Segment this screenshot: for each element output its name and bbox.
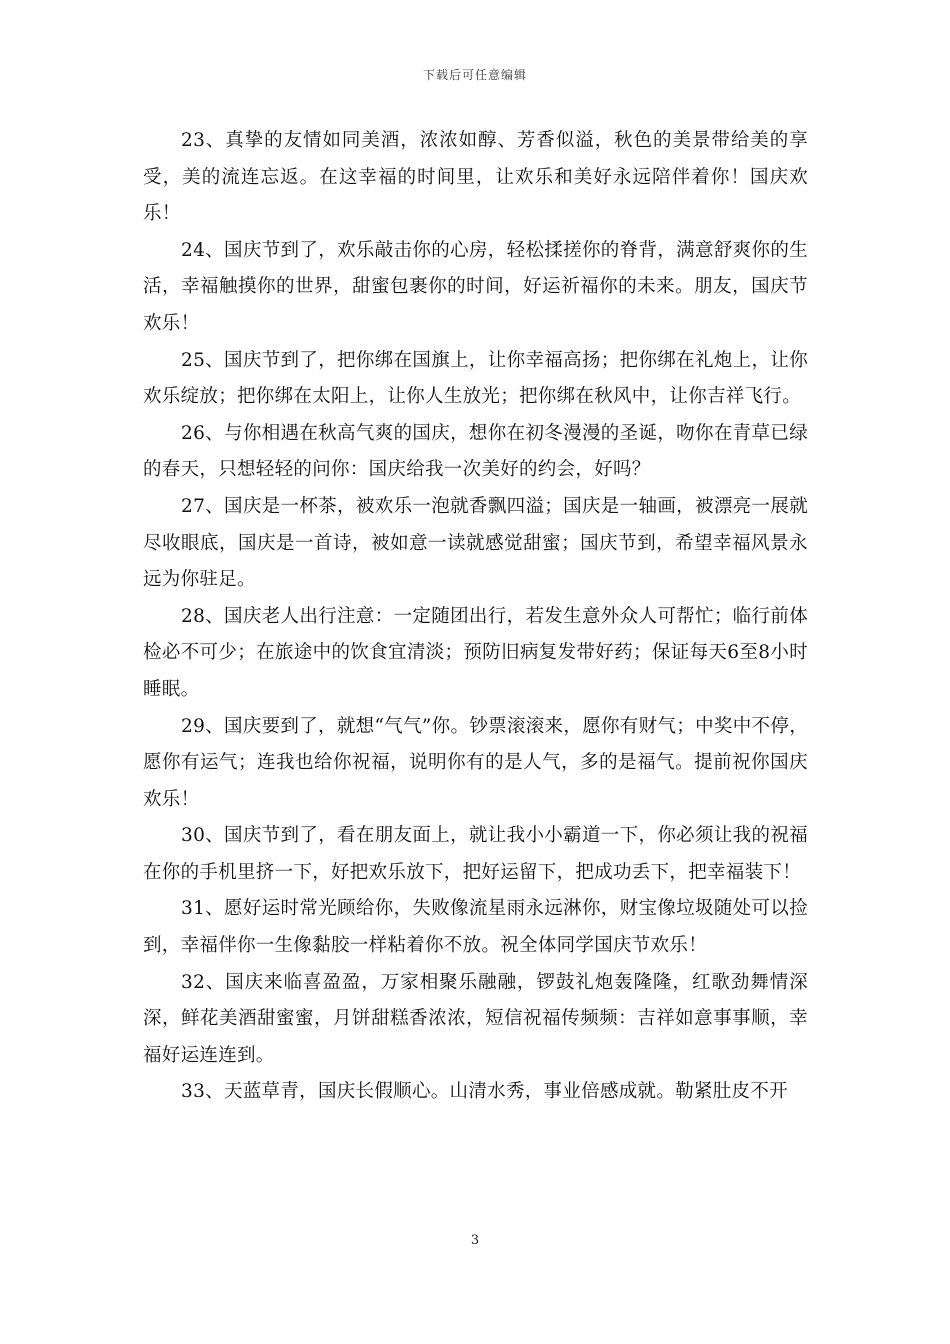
paragraph-24: 24、国庆节到了，欢乐敲击你的心房，轻松揉搓你的脊背，满意舒爽你的生活，幸福触摸你的世界，甜蜜包裹你的时间，好运祈福你的未来。朋友，国庆节欢乐！ [143, 239, 808, 334]
paragraph-23: 23、真挚的友情如同美酒，浓浓如醇、芳香似溢，秋色的美景带给美的享受，美的流连忘返。在这幸福的时间里，让欢乐和美好永远陪伴着你！国庆欢乐！ [143, 130, 808, 225]
paragraph-25: 25、国庆节到了，把你绑在国旗上，让你幸福高扬；把你绑在礼炮上，让你欢乐绽放；把你绑在太阳上，让你人生放光；把你绑在秋风中，让你吉祥飞行。 [143, 349, 808, 408]
page-number: 3 [470, 1233, 480, 1248]
paragraph-33: 33、天蓝草青，国庆长假顺心。山清水秀，事业倍感成就。勒紧肚皮不开 [181, 1081, 788, 1103]
paragraph-30: 30、国庆节到了，看在朋友面上，就让我小小霸道一下，你必须让我的祝福在你的手机里挤一下，好把欢乐放下，把好运留下，把成功丢下，把幸福装下！ [143, 825, 808, 883]
document-body [143, 123, 808, 1111]
paragraph-29: 29、国庆要到了，就想“气气”你。钞票滚滚来，愿你有财气；中奖中不停，愿你有运气；连我也给你祝福，说明你有的是人气，多的是福气。提前祝你国庆欢乐！ [143, 715, 808, 810]
paragraph-31: 31、愿好运时常光顾给你，失败像流星雨永远淋你，财宝像垃圾随处可以捡到，幸福伴你一生像黏胶一样粘着你不放。祝全体同学国庆节欢乐！ [143, 898, 808, 957]
paragraph-26: 26、与你相遇在秋高气爽的国庆，想你在初冬漫漫的圣诞，吻你在青草已绿的春天，只想轻轻的问你：国庆给我一次美好的约会，好吗？ [143, 422, 808, 481]
paragraph-32: 32、国庆来临喜盈盈，万家相聚乐融融，锣鼓礼炮轰隆隆，红歌劲舞情深深，鲜花美酒甜蜜蜜，月饼甜糕香浓浓，短信祝福传频频：吉祥如意事事顺，幸福好运连连到。 [143, 971, 808, 1066]
paragraph-27: 27、国庆是一杯茶，被欢乐一泡就香飘四溢；国庆是一轴画，被漂亮一展就尽收眼底，国庆是一首诗，被如意一读就感觉甜蜜；国庆节到，希望幸福风景永远为你驻足。 [143, 495, 808, 591]
paragraph-28: 28、国庆老人出行注意：一定随团出行，若发生意外众人可帮忙；临行前体检必不可少；在旅途中的饮食宜清淡；预防旧病复发带好药；保证每天6至8小时睡眠。 [143, 605, 808, 700]
page-header: 下载后可任意编辑 [422, 68, 527, 82]
